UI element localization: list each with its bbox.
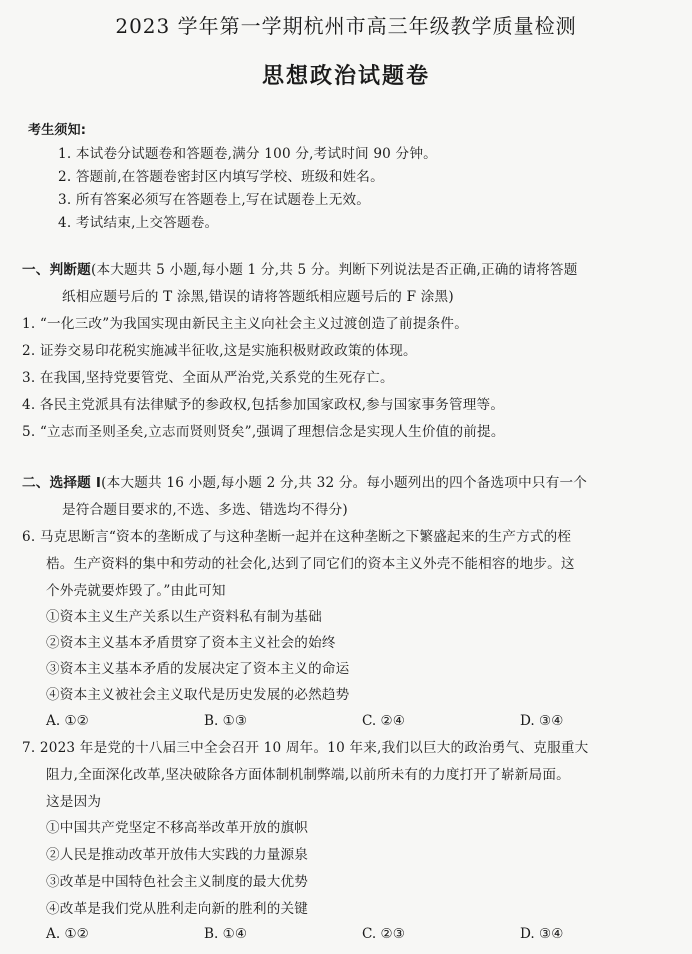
question-7-statement: ②人民是推动改革开放伟大实践的力量源泉 (46, 847, 309, 863)
question-6-stem: 6. 马克思断言“资本的垄断成了与这种垄断一起并在这种垄断之下繁盛起来的生产方式的桎 (22, 529, 572, 545)
question-7-statement: ④改革是我们党从胜利走向新的胜利的关键 (46, 901, 309, 917)
question-7-stem: 7. 2023 年是党的十八届三中全会召开 10 周年。10 年来,我们以巨大的政治勇气、克服重大 (22, 740, 589, 756)
notice-item: 1. 本试卷分试题卷和答题卷,满分 100 分,考试时间 90 分钟。 (58, 146, 437, 162)
section1-desc-cont: 纸相应题号后的 T 涂黑,错误的请将答题纸相应题号后的 F 涂黑) (62, 289, 454, 305)
section2-heading: 二、选择题 Ⅰ (22, 475, 102, 491)
question-6-option-d: D. ③④ (520, 713, 564, 729)
question-6-statement: ①资本主义生产关系以生产资料私有制为基础 (46, 609, 322, 625)
section2-header (22, 473, 587, 493)
question-6-option-b: B. ①③ (204, 713, 248, 729)
judge-question: 1. “一化三改”为我国实现由新民主主义向社会主义过渡创造了前提条件。 (22, 316, 469, 332)
section2-desc: (本大题共 16 小题,每小题 2 分,共 32 分。每小题列出的四个备选项中只有一个 (101, 475, 588, 491)
question-7-option-c: C. ②③ (362, 926, 405, 942)
judge-question: 5. “立志而圣则圣矣,立志而贤则贤矣”,强调了理想信念是实现人生价值的前提。 (22, 424, 505, 440)
notice-item: 2. 答题前,在答题卷密封区内填写学校、班级和姓名。 (58, 169, 384, 185)
question-6-option-c: C. ②④ (362, 713, 405, 729)
question-7-statement: ①中国共产党坚定不移高举改革开放的旗帜 (46, 820, 309, 836)
question-7-option-a: A. ①② (46, 926, 89, 942)
judge-question: 3. 在我国,坚持党要管党、全面从严治党,关系党的生死存亡。 (22, 370, 394, 386)
question-7-statement: ③改革是中国特色社会主义制度的最大优势 (46, 874, 309, 890)
question-6-stem: 个外壳就要炸毁了。”由此可知 (46, 583, 226, 599)
judge-question: 4. 各民主党派具有法律赋予的参政权,包括参加国家政权,参与国家事务管理等。 (22, 397, 505, 413)
question-7-option-d: D. ③④ (520, 926, 564, 942)
section1-header (22, 260, 578, 280)
notice-heading: 考生须知: (28, 123, 87, 138)
notice-item: 3. 所有答案必须写在答题卷上,写在试题卷上无效。 (58, 192, 371, 208)
question-6-statement: ④资本主义被社会主义取代是历史发展的必然趋势 (46, 687, 350, 703)
question-6-statement: ②资本主义基本矛盾贯穿了资本主义社会的始终 (46, 635, 336, 651)
question-7-stem: 这是因为 (46, 794, 102, 810)
judge-question: 2. 证券交易印花税实施减半征收,这是实施积极财政政策的体现。 (22, 343, 417, 359)
question-7-stem: 阻力,全面深化改革,坚决破除各方面体制机制弊端,以前所未有的力度打开了崭新局面。 (46, 767, 570, 783)
notice-item: 4. 考试结束,上交答题卷。 (58, 215, 219, 231)
question-6-stem: 梏。生产资料的集中和劳动的社会化,达到了同它们的资本主义外壳不能相容的地步。这 (46, 556, 575, 572)
section1-desc: (本大题共 5 小题,每小题 1 分,共 5 分。判断下列说法是否正确,正确的请将答题 (90, 262, 578, 278)
question-6-statement: ③资本主义基本矛盾的发展决定了资本主义的命运 (46, 661, 350, 677)
paper-subtitle: 思想政治试题卷 (261, 64, 430, 89)
section1-heading: 一、判断题 (22, 262, 91, 278)
exam-title: 2023 学年第一学期杭州市高三年级教学质量检测 (115, 14, 577, 38)
question-6-option-a: A. ①② (46, 713, 89, 729)
section2-desc-cont: 是符合题目要求的,不选、多选、错选均不得分) (62, 502, 348, 518)
question-7-option-b: B. ①④ (204, 926, 248, 942)
